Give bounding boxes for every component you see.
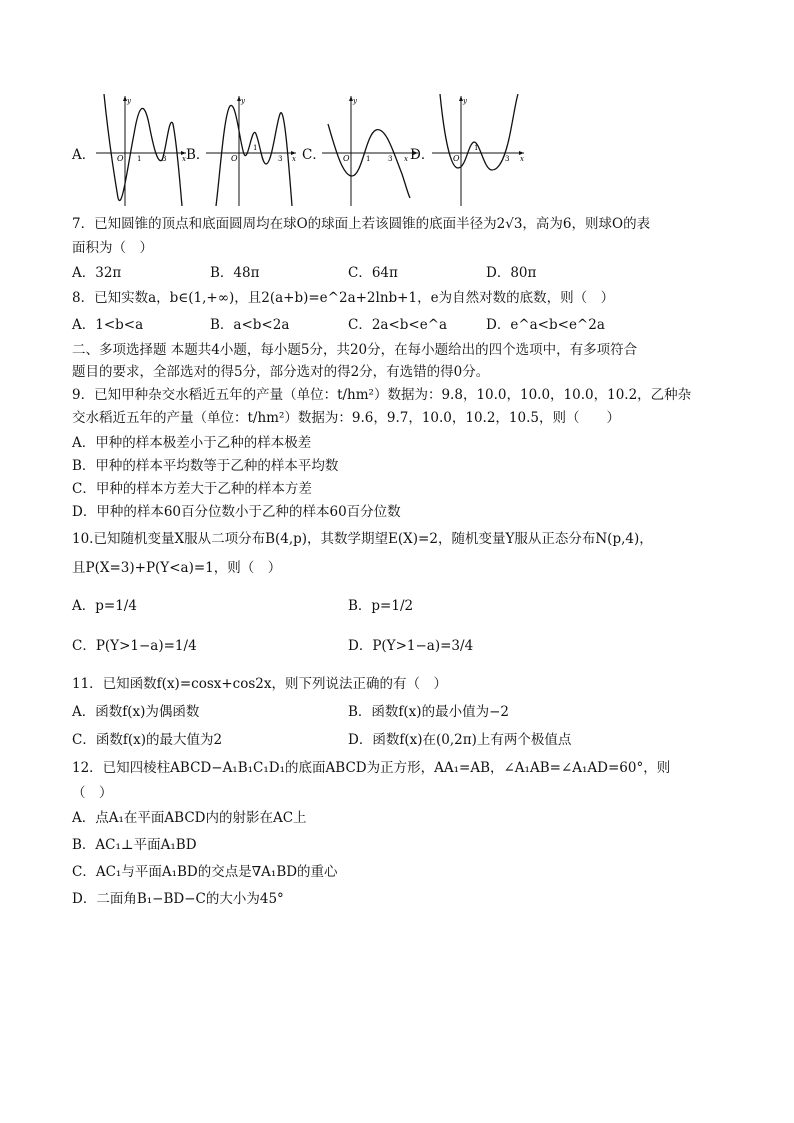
q11-stem-line1: 11．已知函数f(x)=cosx+cos2x，则下列说法正确的有（ ） <box>72 676 447 692</box>
q10-option-d: D．P(Y>1−a)=3/4 <box>348 638 474 654</box>
svg-text:3: 3 <box>162 155 167 163</box>
q8-option-c: C．2a<b<e^a <box>348 317 448 333</box>
svg-text:3: 3 <box>388 155 393 163</box>
q7-stem-line1 <box>72 212 650 232</box>
q7-stem-text: 7．已知圆锥的顶点和底面圆周均在球O的球面上若该圆锥的底面半径为2√3，高为6，则球O的表 <box>72 216 651 232</box>
svg-text:O: O <box>231 154 238 163</box>
svg-text:O: O <box>343 154 350 163</box>
q9-stem-line1: 9．已知甲种杂交水稻近五年的产量（单位：t/hm²）数据为：9.8，10.0，10.0，10.0，10.2，乙种杂 <box>72 387 692 403</box>
q7-stem-line2: 面积为（ ） <box>72 240 153 256</box>
q6-graph-c <box>322 94 422 206</box>
q12-option-d: D．二面角B₁−BD−C的大小为45° <box>72 891 284 907</box>
q12-stem-line2: （ ） <box>72 785 113 801</box>
q6-option-c-label: C． <box>302 147 326 163</box>
q6-graph-a-curve <box>104 94 182 206</box>
svg-text:1: 1 <box>137 155 142 163</box>
svg-text:O: O <box>117 154 124 163</box>
svg-text:1: 1 <box>366 155 371 163</box>
q6-graph-a <box>96 94 190 206</box>
svg-text:3: 3 <box>278 155 283 163</box>
section2-heading-line1: 二、多项选择题 本题共4小题，每小题5分，共20分，在每小题给出的四个选项中，有多项符合 <box>72 342 638 358</box>
q8-option-a: A．1<b<a <box>72 317 144 333</box>
q6-option-d-label: D． <box>410 147 435 163</box>
q7-option-b: B．48π <box>210 265 260 281</box>
q9-option-c: C．甲种的样本方差大于乙种的样本方差 <box>72 481 312 497</box>
q6-option-b-label: B． <box>186 147 210 163</box>
svg-text:x: x <box>404 155 408 163</box>
section2-heading-line2: 题目的要求，全部选对的得5分，部分选对的得2分，有选错的得0分。 <box>72 364 490 380</box>
svg-text:1: 1 <box>474 144 479 152</box>
q10-stem-line2: 且P(X=3)+P(Y<a)=1，则（ ） <box>72 560 282 576</box>
q12-option-c: C．AC₁与平面A₁BD的交点是∇A₁BD的重心 <box>72 864 338 880</box>
svg-text:O: O <box>453 154 460 163</box>
q6-graph-b <box>206 94 300 206</box>
q8-option-d: D．e^a<b<e^2a <box>486 317 605 333</box>
q12-stem-line1: 12．已知四棱柱ABCD−A₁B₁C₁D₁的底面ABCD为正方形，AA₁=AB，∠A₁AB=∠A₁AD=60°，则 <box>72 760 671 776</box>
svg-text:y: y <box>127 97 131 105</box>
svg-text:x: x <box>182 155 186 163</box>
svg-text:y: y <box>353 97 357 105</box>
q6-option-a-label: A． <box>72 147 96 163</box>
svg-text:y: y <box>241 97 245 105</box>
svg-text:3: 3 <box>505 155 510 163</box>
q12-option-b: B．AC₁⊥平面A₁BD <box>72 837 197 853</box>
q10-option-b: B．p=1/2 <box>348 598 414 614</box>
q8-option-b: B．a<b<2a <box>210 317 290 333</box>
q11-option-d: D．函数f(x)在(0,2π)上有两个极值点 <box>348 732 572 748</box>
q9-stem-line2: 交水稻近五年的产量（单位：t/hm²）数据为：9.6，9.7，10.0，10.2，10.5，则（ ） <box>72 410 620 426</box>
q7-option-a: A．32π <box>72 265 122 281</box>
svg-text:x: x <box>292 155 296 163</box>
q7-option-c: C．64π <box>348 265 398 281</box>
q10-stem-line1: 10.已知随机变量X服从二项分布B(4,p)，其数学期望E(X)=2，随机变量Y服从正态分布N(p,4)， <box>72 531 653 547</box>
q11-option-c: C．函数f(x)的最大值为2 <box>72 732 223 748</box>
q6-graph-d <box>432 94 528 206</box>
q9-option-a: A．甲种的样本极差小于乙种的样本极差 <box>72 435 312 451</box>
svg-text:1: 1 <box>253 144 258 152</box>
q11-option-b: B．函数f(x)的最小值为−2 <box>348 704 509 720</box>
q7-option-d: D．80π <box>486 265 537 281</box>
q11-option-a: A．函数f(x)为偶函数 <box>72 704 200 720</box>
q10-option-c: C．P(Y>1−a)=1/4 <box>72 638 197 654</box>
svg-text:x: x <box>520 155 524 163</box>
q8-stem-line1: 8．已知实数a，b∈(1,+∞)，且2(a+b)=e^2a+2lnb+1，e为自然对数的底数，则（ ） <box>72 290 615 306</box>
svg-text:y: y <box>463 97 467 105</box>
q9-option-d: D．甲种的样本60百分位数小于乙种的样本60百分位数 <box>72 504 401 520</box>
q12-option-a: A．点A₁在平面ABCD内的射影在AC上 <box>72 810 307 826</box>
q9-option-b: B．甲种的样本平均数等于乙种的样本平均数 <box>72 458 339 474</box>
q10-option-a: A．p=1/4 <box>72 598 137 614</box>
